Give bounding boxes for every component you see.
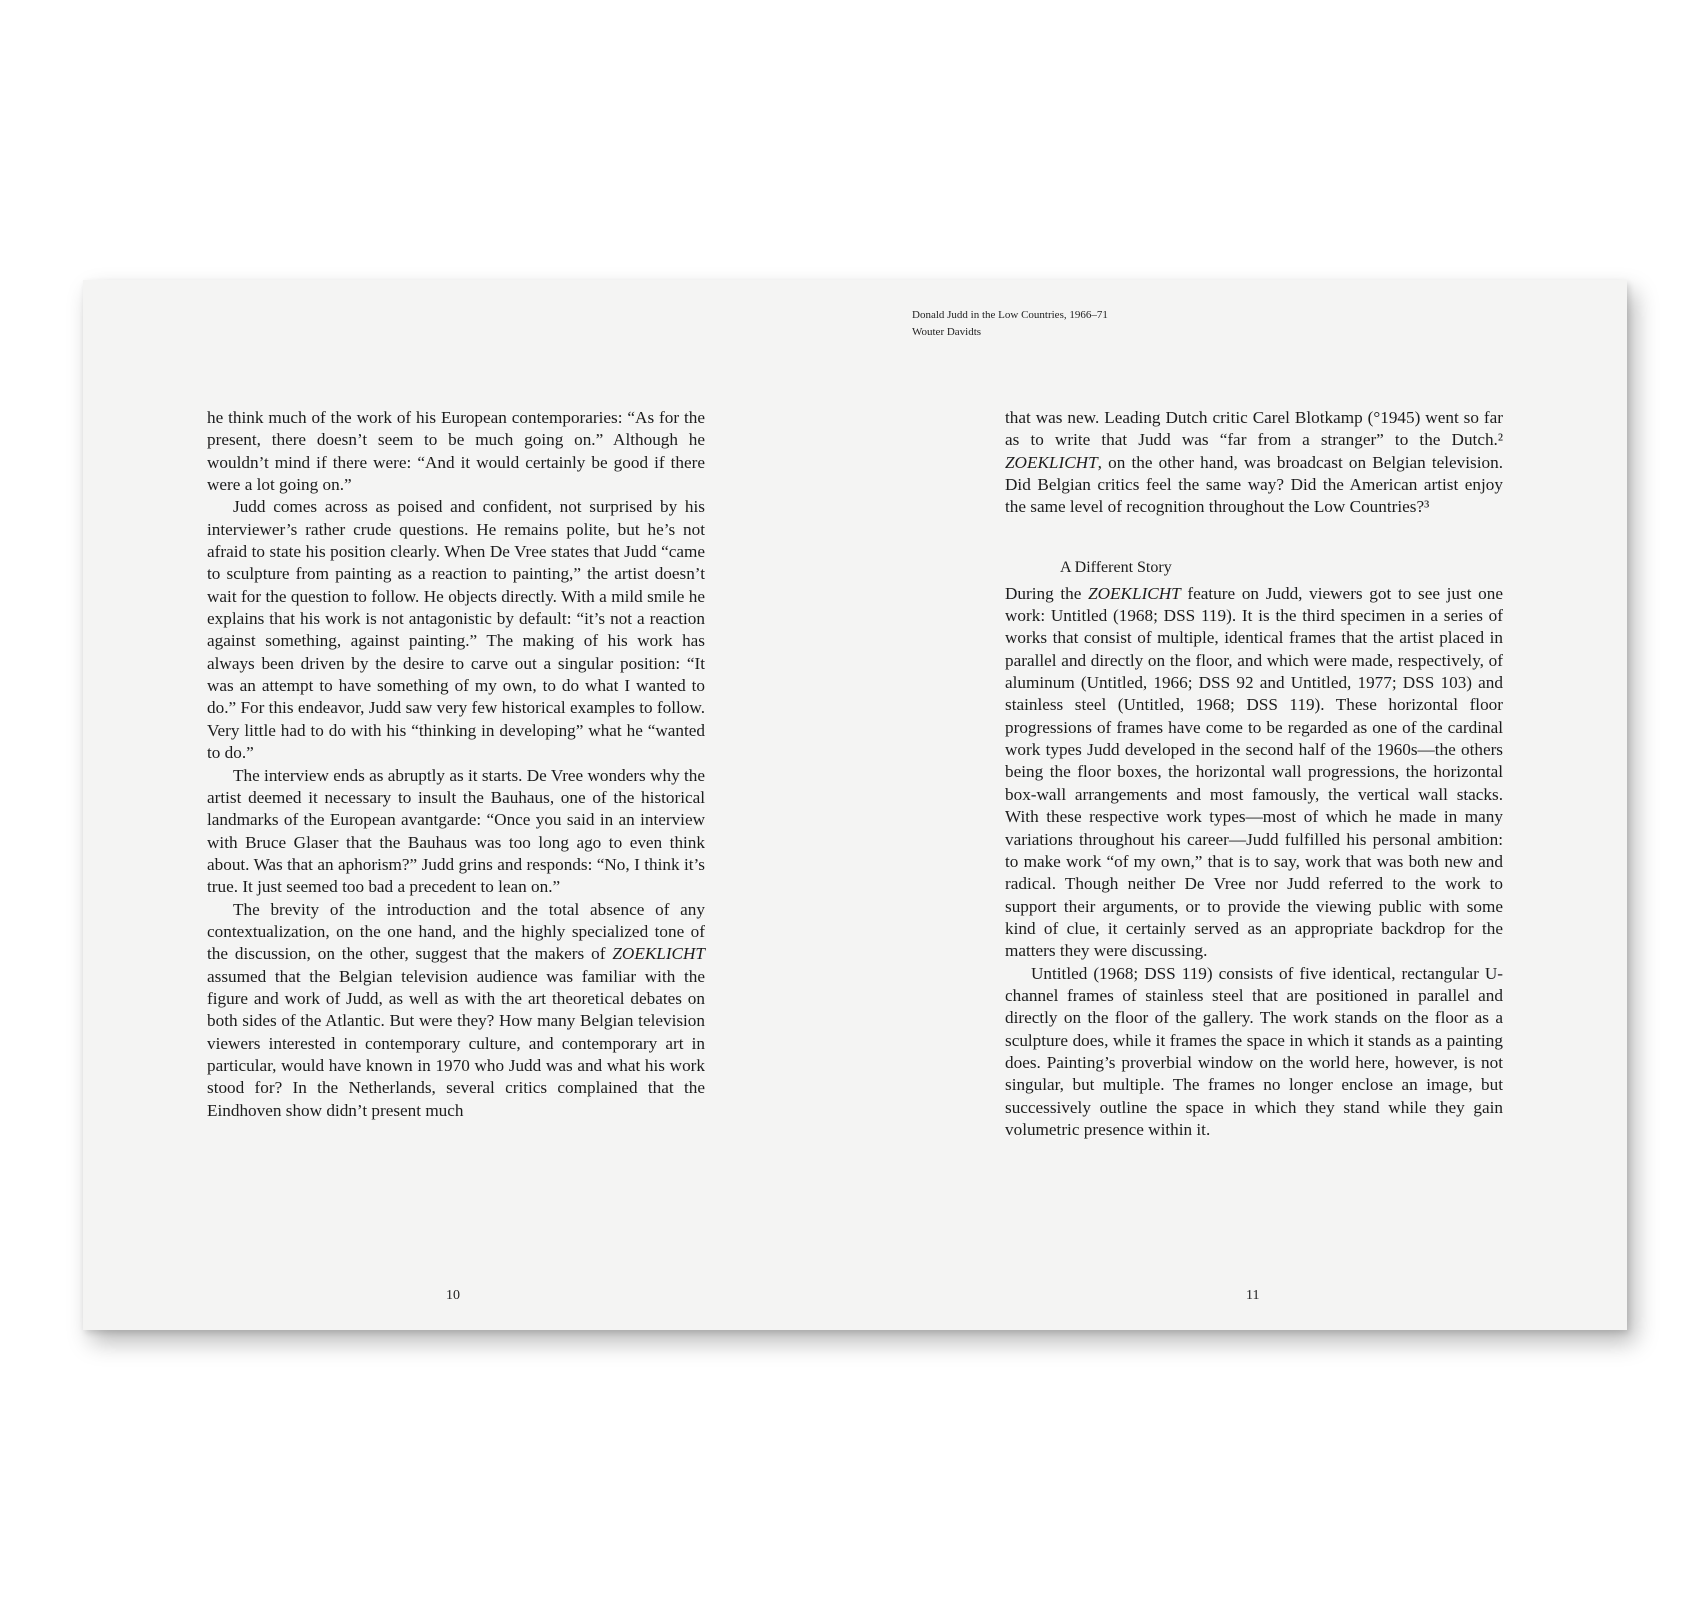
paragraph	[207, 899, 705, 1122]
paragraph	[1005, 583, 1503, 963]
italic-title: ZOEKLICHT	[1088, 583, 1181, 603]
paragraph	[207, 407, 705, 496]
running-head-title: Donald Judd in the Low Countries, 1966–71	[912, 309, 1108, 321]
text-run: The interview ends as abruptly as it starts. De Vree wonders why the artist deemed it necessary to insult the Bauhaus, one of the historical landmarks of the European avantgarde: “Once you said in an interview with Bruce Glaser that the Bauhaus was too long ago to even think about. Was that an aphorism?” Judd grins and responds: “No, I think it’s true. It just seemed too bad a precedent to lean on.”	[207, 765, 705, 897]
text-run: that was new. Leading Dutch critic Carel Blotkamp (°1945) went so far as to write that Judd was “far from a stranger” to the Dutch.²	[1005, 408, 1503, 450]
italic-title: ZOEKLICHT	[1005, 452, 1098, 472]
paragraph	[207, 496, 705, 764]
paragraph	[1005, 963, 1503, 1142]
paragraph	[1005, 407, 1503, 519]
text-run: Untitled (1968; DSS 119) consists of five identical, rectangular U-channel frames of stainless steel that are positioned in parallel and directly on the floor of the gallery. The work stands on the floor as a sculpture does, while it frames the space in which it stands as a painting does. Painting’s proverbial window on the world here, however, is not singular, but multiple. The frames no longer enclose an image, but successively outline the space in which they stand while they gain volumetric presence within it.	[1005, 963, 1503, 1139]
book-spread	[83, 280, 1627, 1330]
right-page-intro	[1005, 407, 1503, 519]
page-number-right: 11	[1246, 1288, 1260, 1303]
paragraph	[207, 765, 705, 899]
right-page-text	[1005, 407, 1503, 1141]
italic-title: ZOEKLICHT	[612, 944, 705, 964]
running-head-author: Wouter Davidts	[912, 326, 982, 338]
running-head	[912, 307, 1108, 341]
text-run: he think much of the work of his European contemporaries: “As for the present, there doesn’t seem to be much going on.” Although he wouldn’t mind if there were: “And it would certainly be good if there were a lot going on.”	[207, 408, 705, 495]
text-run: During the	[1005, 583, 1089, 603]
section-heading: A Different Story	[1060, 558, 1172, 576]
text-run: Judd comes across as poised and confident, not surprised by his interviewer’s rather crude questions. He remains polite, but he’s not afraid to state his position clearly. When De Vree states that Judd “came to sculpture from painting as a reaction to painting,” the artist doesn’t wait for the question to follow. He objects directly. With a mild smile he explains that his work is not antagonistic by default: “it’s not a reaction against something, against painting.” The making of his work has always been driven by the desire to carve out a singular position: “It was an attempt to have something of my own, to do what I wanted to do.” For this endeavor, Judd saw very few historical examples to follow. Very little had to do with his “thinking in developing” what he “wanted to do.”	[207, 497, 705, 763]
text-run: The brevity of the introduction and the total absence of any contextualization, on the one hand, and the highly specialized tone of the discussion, on the other, suggest that the makers of	[207, 899, 705, 964]
page-number-left: 10	[446, 1288, 460, 1303]
text-run: feature on Judd, viewers got to see just one work: Untitled (1968; DSS 119). It is the third specimen in a series of works that consist of multiple, identical frames that the artist placed in parallel and directly on the floor, and which were made, respectively, of aluminum (Untitled, 1966; DSS 92 and Untitled, 1977; DSS 103) and stainless steel (Untitled, 1968; DSS 119). These horizontal floor progressions of frames have come to be regarded as one of the cardinal work types Judd developed in the second half of the 1960s—the others being the floor boxes, the horizontal wall progressions, the horizontal box-wall arrangements and most famously, the vertical wall stacks. With these respective work types—most of which he made in many variations throughout his career—Judd fulfilled his personal ambition: to make work “of my own,” that is to say, work that was both new and radical. Though neither De Vree nor Judd referred to the work to support their arguments, or to provide the viewing public with some kind of clue, it certainly served as an appropriate backdrop for the matters they were discussing.	[1005, 583, 1503, 961]
right-page-body	[1005, 583, 1503, 1142]
text-run: , on the other hand, was broadcast on Belgian television. Did Belgian critics feel the same way? Did the American artist enjoy the same level of recognition throughout the Low Countries?³	[1005, 452, 1503, 517]
text-run: assumed that the Belgian television audience was familiar with the figure and work of Judd, as well as with the art theoretical debates on both sides of the Atlantic. But were they? How many Belgian television viewers interested in contemporary culture, and contemporary art in particular, would have known in 1970 who Judd was and what his work stood for? In the Netherlands, several critics complained that the Eindhoven show didn’t present much	[207, 966, 705, 1120]
left-page-text	[207, 407, 705, 1122]
